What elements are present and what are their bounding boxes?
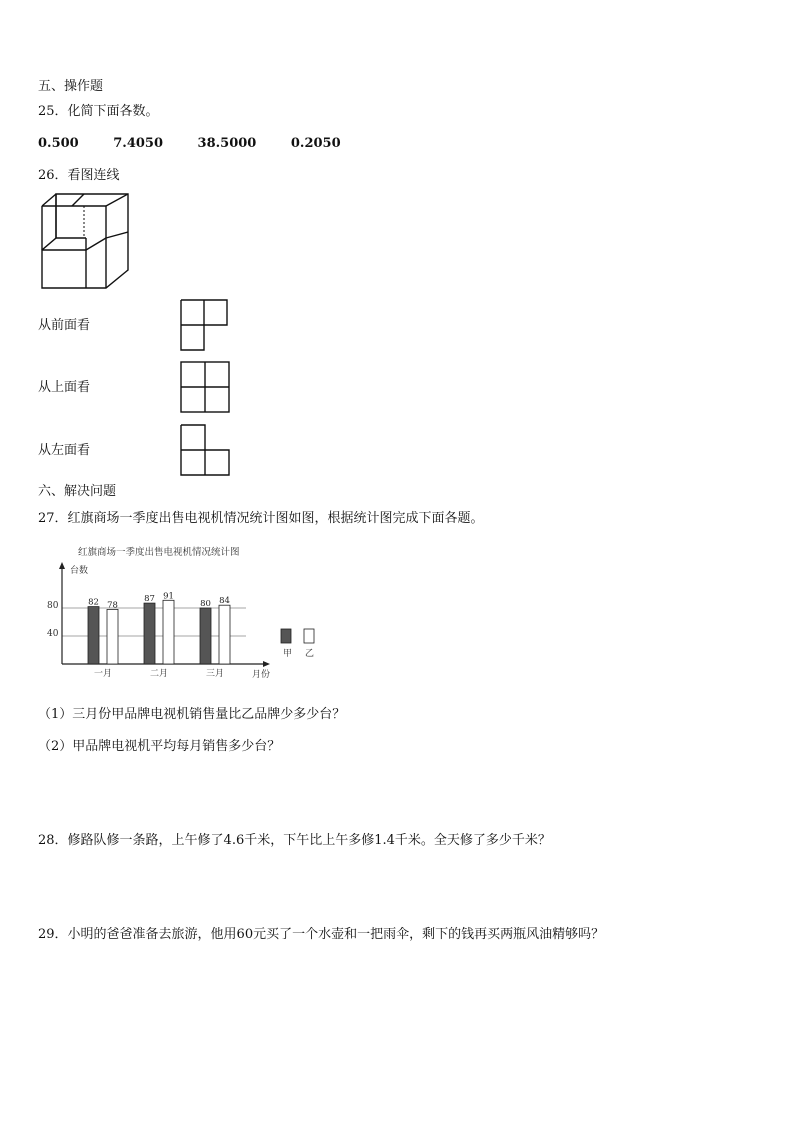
number-item: 7.4050 (113, 136, 164, 151)
bar-data-label: 80 (200, 599, 211, 609)
q25-title: 25．化简下面各数。 (38, 104, 159, 119)
legend-label-yi: 乙 (305, 649, 315, 659)
bar-jia (144, 603, 155, 664)
bar-chart (40, 538, 340, 688)
y-axis-arrow (59, 562, 65, 569)
y-tick-label: 40 (47, 629, 59, 639)
x-axis-arrow (263, 661, 270, 667)
q27-sub2: （2）甲品牌电视机平均每月销售多少台？ (38, 739, 281, 754)
bar-yi (219, 605, 230, 664)
view-figure-b (180, 361, 232, 415)
bar-yi (163, 600, 174, 664)
y-axis-label: 台数 (70, 566, 89, 576)
view-label-top: 从上面看 (38, 380, 91, 395)
bar-yi (107, 609, 118, 664)
q27-title: 27．红旗商场一季度出售电视机情况统计图如图，根据统计图完成下面各题。 (38, 511, 484, 526)
q28-text: 28．修路队修一条路，上午修了4.6千米，下午比上午多修1.4千米。全天修了多少千米？ (38, 833, 551, 848)
bar-jia (88, 607, 99, 664)
legend-label-jia: 甲 (283, 649, 293, 659)
bar-data-label: 87 (144, 594, 155, 605)
q26-title: 26．看图连线 (38, 168, 120, 183)
view-figure-c (180, 424, 232, 478)
number-item: 0.2050 (290, 136, 341, 151)
legend-swatch-yi (304, 629, 314, 643)
q25-numbers (38, 136, 371, 152)
q27-sub1: （1）三月份甲品牌电视机销售量比乙品牌少多少台？ (38, 707, 346, 722)
bar-data-label: 78 (107, 600, 118, 611)
bar-jia (200, 608, 211, 664)
x-axis-label: 月份 (252, 670, 271, 680)
bar-data-label: 82 (88, 597, 99, 608)
q29-text: 29．小明的爸爸准备去旅游，他用60元买了一个水壶和一把雨伞，剩下的钱再买两瓶风油精够吗？ (38, 927, 605, 942)
y-tick-label: 80 (47, 601, 59, 611)
number-item: 38.5000 (197, 136, 257, 151)
view-figure-a (180, 299, 230, 353)
bar-data-label: 91 (163, 591, 174, 602)
bar-data-label: 84 (219, 596, 230, 607)
view-label-left: 从左面看 (38, 443, 91, 458)
x-tick-label: 一月 (93, 669, 113, 679)
x-tick-label: 二月 (149, 669, 169, 679)
section5-title: 五、操作题 (38, 79, 104, 94)
section6-title: 六、解决问题 (38, 484, 117, 499)
cube-solid-figure (36, 192, 136, 292)
view-label-front: 从前面看 (38, 318, 91, 333)
legend-swatch-jia (281, 629, 291, 643)
x-tick-label: 三月 (205, 669, 225, 679)
chart-title: 红旗商场一季度出售电视机情况统计图 (78, 547, 240, 558)
number-item: 0.500 (38, 136, 79, 151)
